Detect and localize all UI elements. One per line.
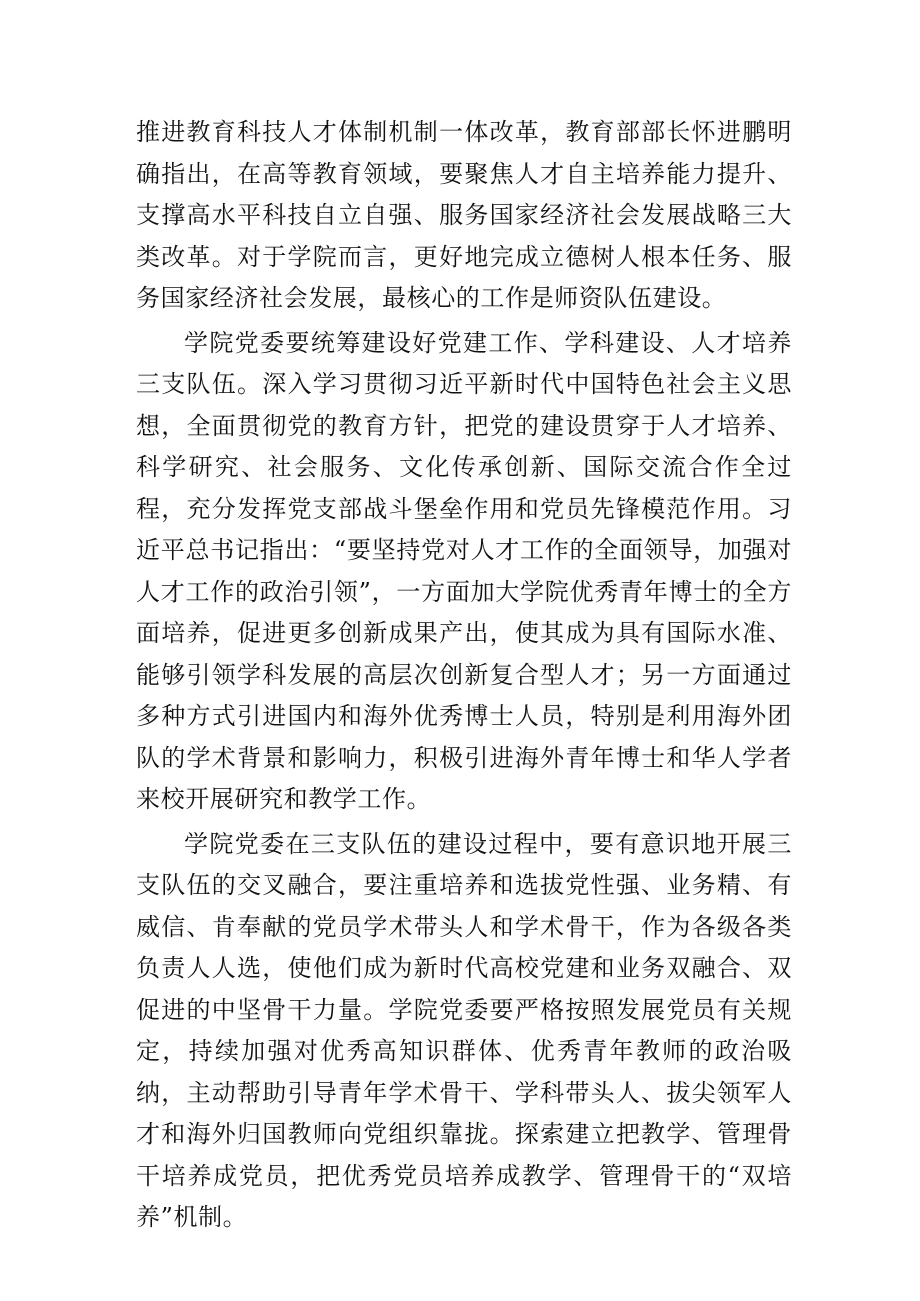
paragraph-1: 推进教育科技人才体制机制一体改革，教育部部长怀进鹏明确指出，在高等教育领域，要聚焦人才自主培养能力提升、支撑高水平科技自立自强、服务国家经济社会发展战略三大类改革。对于学院而言，更好地完成立德树人根本任务、服务国家经济社会发展，最核心的工作是师资队伍建设。 [136, 118, 792, 312]
paragraph-3: 学院党委在三支队伍的建设过程中，要有意识地开展三支队伍的交叉融合，要注重培养和选拔党性强、业务精、有威信、肯奉献的党员学术带头人和学术骨干，作为各级各类负责人人选，使他们成为新时代高校党建和业务双融合、双促进的中坚骨干力量。学院党委要严格按照发展党员有关规定，持续加强对优秀高知识群体、优秀青年教师的政治吸纳，主动帮助引导青年学术骨干、学科带头人、拔尖领军人才和海外归国教师向党组织靠拢。探索建立把教学、管理骨干培养成党员，把优秀党员培养成教学、管理骨干的“双培养”机制。 [136, 829, 792, 1231]
paragraph-2: 学院党委要统筹建设好党建工作、学科建设、人才培养三支队伍。深入学习贯彻习近平新时代中国特色社会主义思想，全面贯彻党的教育方针，把党的建设贯穿于人才培养、科学研究、社会服务、文化传承创新、国际交流合作全过程，充分发挥党支部战斗堡垒作用和党员先锋模范作用。习近平总书记指出：“要坚持党对人才工作的全面领导，加强对人才工作的政治引领”，一方面加大学院优秀青年博士的全方面培养，促进更多创新成果产出，使其成为具有国际水准、能够引领学科发展的高层次创新复合型人才；另一方面通过多种方式引进国内和海外优秀博士人员，特别是利用海外团队的学术背景和影响力，积极引进海外青年博士和华人学者来校开展研究和教学工作。 [136, 328, 792, 813]
document-body [136, 112, 792, 1239]
